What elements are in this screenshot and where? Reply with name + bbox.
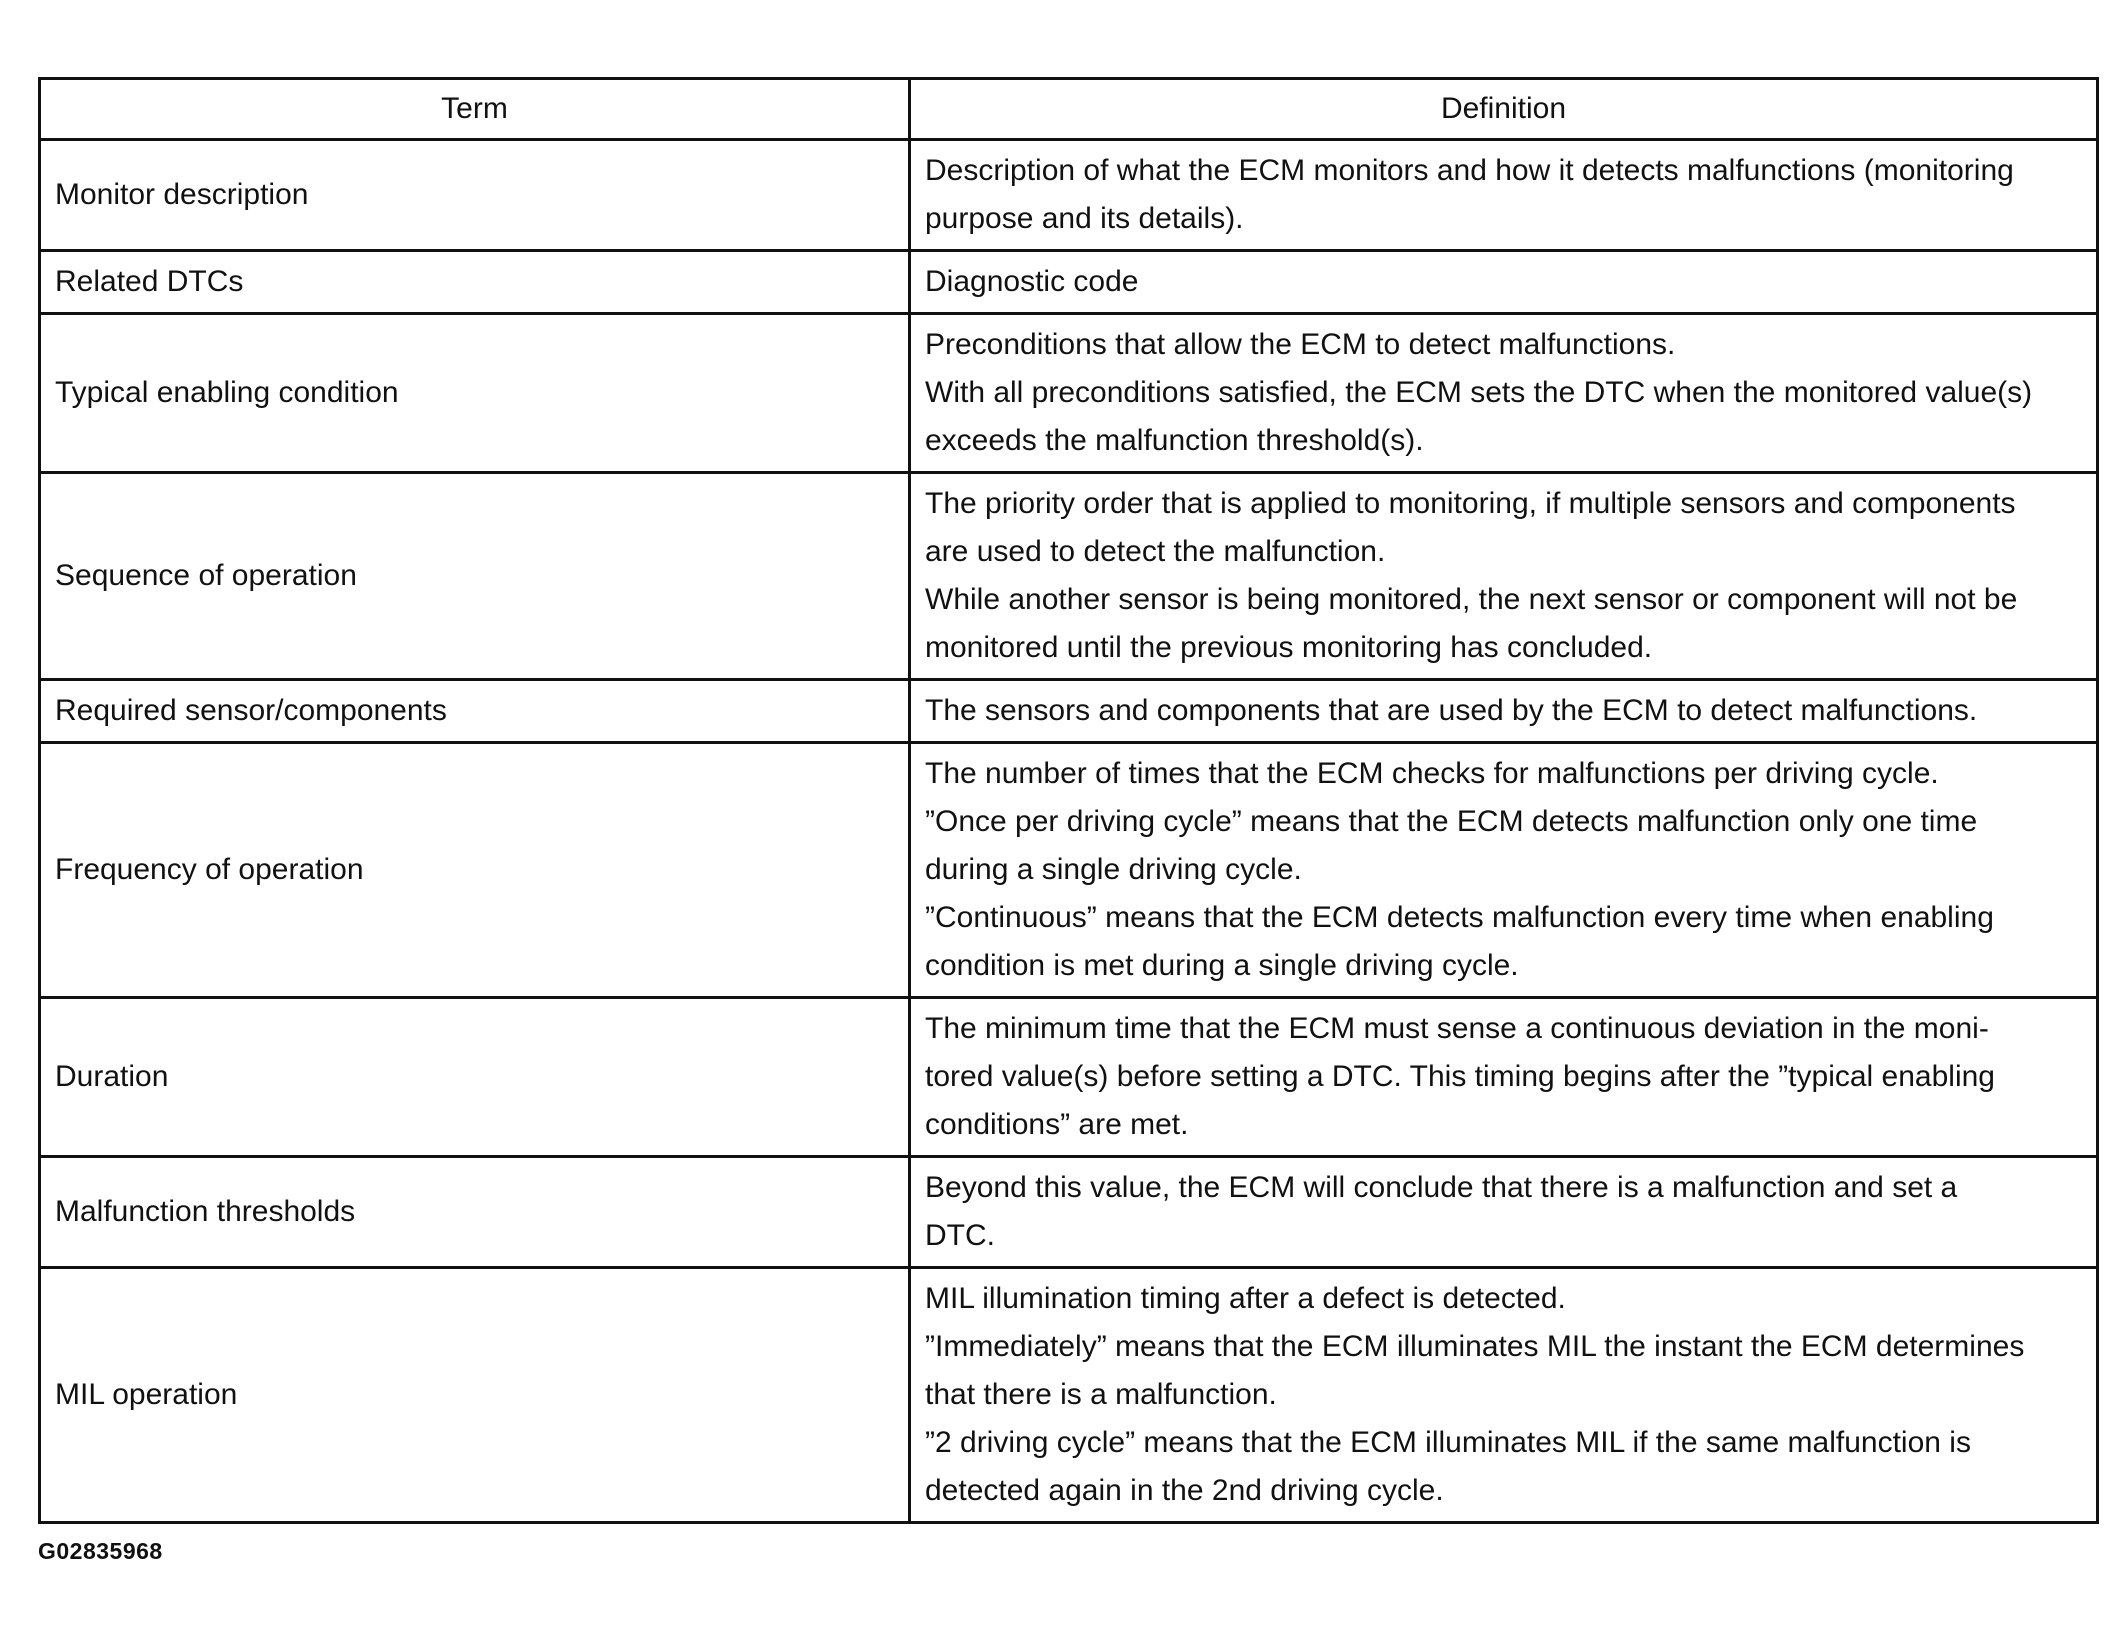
term-cell: Monitor description <box>40 140 910 251</box>
figure-id: G02835968 <box>38 1538 163 1564</box>
term-cell: Frequency of operation <box>40 743 910 998</box>
table-row <box>40 998 2098 1157</box>
definition-line: MIL illumination timing after a defect is detected. <box>925 1282 1566 1315</box>
term-cell: Required sensor/components <box>40 680 910 743</box>
definition-cell <box>910 998 2098 1157</box>
definition-line: Preconditions that allow the ECM to detect malfunctions. <box>925 328 1676 361</box>
table-row <box>40 473 2098 680</box>
term-cell: Typical enabling condition <box>40 314 910 473</box>
definition-line: ”2 driving cycle” means that the ECM illuminates MIL if the same malfunction is <box>925 1426 1971 1459</box>
table-row <box>40 680 2098 743</box>
terms-table <box>38 77 2099 1524</box>
definition-line: monitored until the previous monitoring has concluded. <box>925 631 1653 664</box>
definition-line: purpose and its details). <box>925 202 1244 235</box>
table-row <box>40 140 2098 251</box>
definition-line: that there is a malfunction. <box>925 1378 1277 1411</box>
table-row <box>40 1157 2098 1268</box>
definition-line: While another sensor is being monitored, the next sensor or component will not be <box>925 583 2018 616</box>
definition-cell <box>910 473 2098 680</box>
term-cell: Duration <box>40 998 910 1157</box>
definition-line: Diagnostic code <box>925 265 1139 298</box>
definition-line: conditions” are met. <box>925 1108 1189 1141</box>
table-row <box>40 743 2098 998</box>
term-cell: Malfunction thresholds <box>40 1157 910 1268</box>
definition-cell <box>910 140 2098 251</box>
definition-line: The priority order that is applied to monitoring, if multiple sensors and components <box>925 487 2016 520</box>
definition-line: ”Immediately” means that the ECM illuminates MIL the instant the ECM determines <box>925 1330 2025 1363</box>
definition-line: ”Continuous” means that the ECM detects malfunction every time when enabling <box>925 901 1994 934</box>
table-row <box>40 314 2098 473</box>
definition-line: The minimum time that the ECM must sense a continuous deviation in the moni- <box>925 1012 1989 1045</box>
definition-line: With all preconditions satisfied, the ECM sets the DTC when the monitored value(s) <box>925 376 2033 409</box>
definition-line: Description of what the ECM monitors and how it detects malfunctions (monitoring <box>925 154 2014 187</box>
definition-line: Beyond this value, the ECM will conclude that there is a malfunction and set a <box>925 1171 1958 1204</box>
term-cell: Related DTCs <box>40 251 910 314</box>
definition-line: The number of times that the ECM checks for malfunctions per driving cycle. <box>925 757 1939 790</box>
term-column-header: Term <box>40 79 910 140</box>
term-cell: Sequence of operation <box>40 473 910 680</box>
table-row <box>40 1268 2098 1523</box>
definition-line: detected again in the 2nd driving cycle. <box>925 1474 1444 1507</box>
definition-column-header: Definition <box>910 79 2098 140</box>
definition-cell <box>910 251 2098 314</box>
definition-line: tored value(s) before setting a DTC. This timing begins after the ”typical enabling <box>925 1060 1995 1093</box>
definition-cell <box>910 1268 2098 1523</box>
definition-line: The sensors and components that are used by the ECM to detect malfunctions. <box>925 694 1978 727</box>
definition-line: exceeds the malfunction threshold(s). <box>925 424 1424 457</box>
definition-line: ”Once per driving cycle” means that the ECM detects malfunction only one time <box>925 805 1978 838</box>
definition-line: DTC. <box>925 1219 995 1252</box>
definition-line: during a single driving cycle. <box>925 853 1302 886</box>
header-row <box>40 79 2098 140</box>
definition-line: condition is met during a single driving cycle. <box>925 949 1519 982</box>
term-cell: MIL operation <box>40 1268 910 1523</box>
definition-cell <box>910 1157 2098 1268</box>
definition-line: are used to detect the malfunction. <box>925 535 1386 568</box>
table-row <box>40 251 2098 314</box>
definition-cell <box>910 680 2098 743</box>
definition-cell <box>910 314 2098 473</box>
definition-cell <box>910 743 2098 998</box>
